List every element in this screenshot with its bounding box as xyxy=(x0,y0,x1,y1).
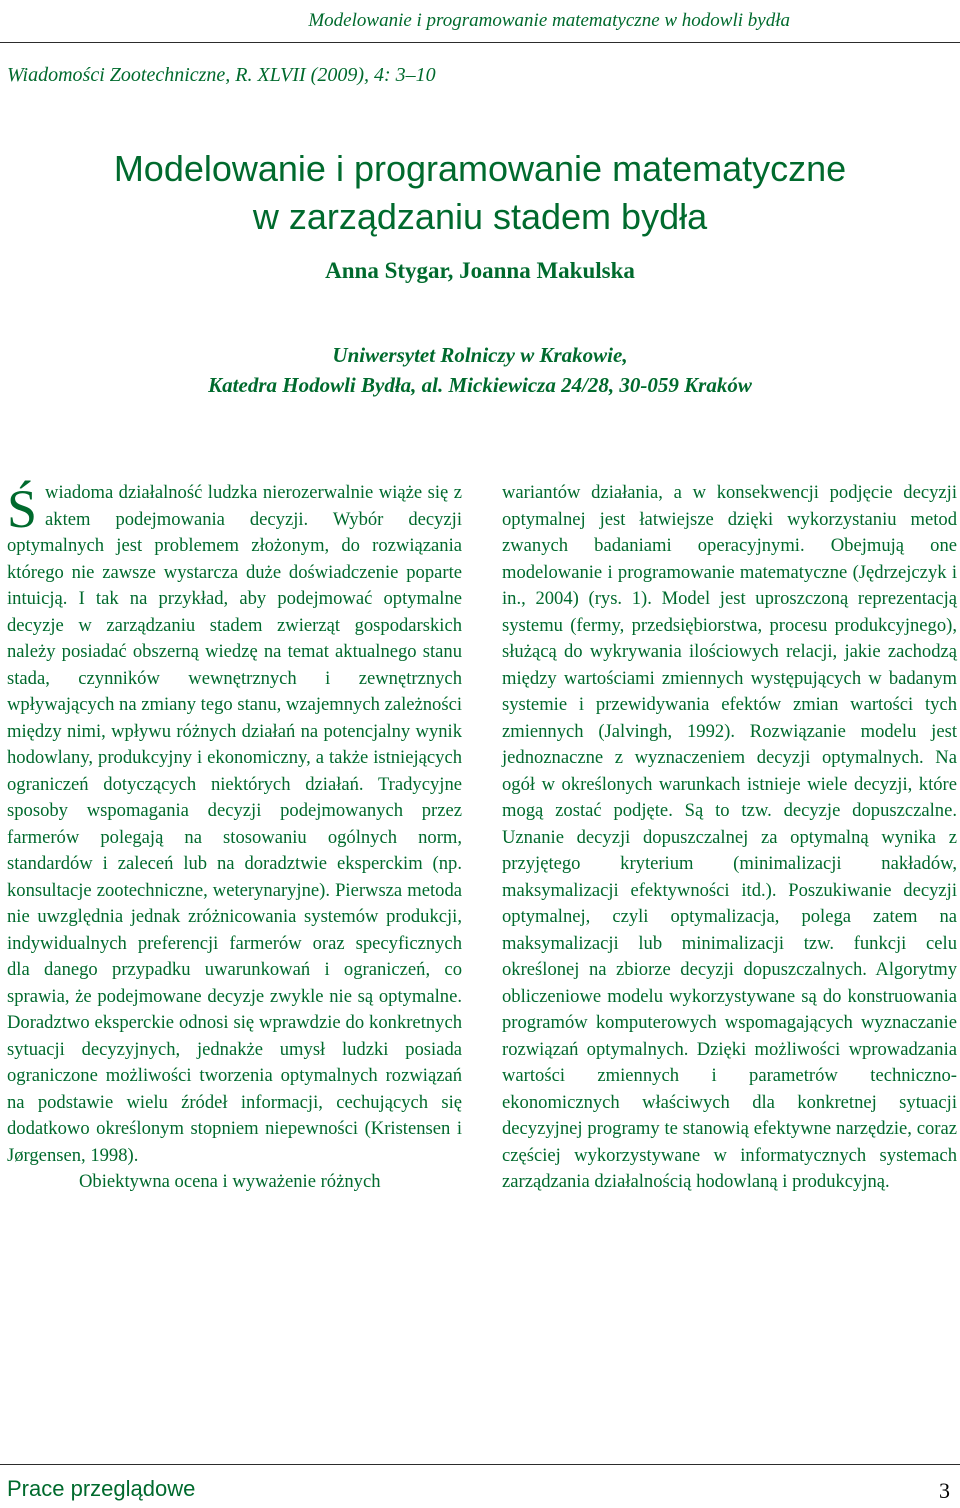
body-column-right xyxy=(502,480,957,1196)
page-number: 3 xyxy=(939,1478,950,1503)
title-line-2: w zarządzaniu stadem bydła xyxy=(252,196,708,237)
running-head-text: Modelowanie i programowanie matematyczne w hodowli bydła xyxy=(308,10,790,31)
article-title xyxy=(0,145,960,241)
running-head xyxy=(0,6,960,43)
body-column-left xyxy=(7,480,462,1196)
authors: Anna Stygar, Joanna Makulska xyxy=(325,258,635,283)
affiliation-line-1: Uniwersytet Rolniczy w Krakowie, xyxy=(332,343,628,367)
title-line-1: Modelowanie i programowanie matematyczne xyxy=(113,148,847,189)
drop-cap: Ś xyxy=(7,479,38,539)
paragraph-intro xyxy=(7,480,462,1169)
journal-citation: Wiadomości Zootechniczne, R. XLVII (2009), 4: 3–10 xyxy=(7,64,436,86)
footer-section-label: Prace przeglądowe xyxy=(7,1476,196,1501)
footer-rule xyxy=(0,1464,960,1465)
paragraph-right: wariantów działania, a w konsekwencji podjęcie decyzji optymalnej jest łatwiejsze dzięki wykorzystaniu metod zwanych badaniami operacyjnymi. Obejmują one modelowanie i programowanie matematyczne (Jędrzejczyk i in., 2004) (rys. 1). Model jest uproszczoną reprezentacją systemu (fermy, przedsiębiorstwa, procesu produkcyjnego), służącą do wykrywania ilościowych relacji, jakie zachodzą między wartościami zmiennych występujących w badanym systemie i przewidywania efektów zmian wartości tych zmiennych (Jalvingh, 1992). Rozwiązanie modelu jest jednoznaczne z wyznaczeniem decyzji optymalnych. Na ogół w określonych warunkach istnieje wiele decyzji, które mogą zostać podjęte. Są to tzw. decyzje dopuszczalne. Uznanie decyzji dopuszczalnej za optymalną wynika z przyjętego kryterium (minimalizacji nakładów, maksymalizacji efektywności itd.). Poszukiwanie decyzji optymalnej, czyli optymalizacja, polega zatem na maksymalizacji lub minimalizacji tzw. funkcji celu określonej na zbiorze decyzji dopuszczalnych. Algorytmy obliczeniowe modelu wykorzystywane są do konstruowania programów komputerowych wspomagających wyznaczanie rozwiązań optymalnych. Dzięki możliwości wprowadzania wartości zmiennych i parametrów techniczno-ekonomicznych właściwych dla konkretnej sytuacji decyzyjnej programy te stanowią efektywne narzędzie, coraz częściej wykorzystywane w informatycznych systemach zarządzania działalnością hodowlaną i produkcyjną. xyxy=(502,482,957,1192)
affiliation-line-2: Katedra Hodowli Bydła, al. Mickiewicza 24/28, 30-059 Kraków xyxy=(208,373,752,397)
paragraph-continued: Obiektywna ocena i wyważenie różnych xyxy=(79,1171,381,1192)
affiliation xyxy=(0,340,960,400)
paragraph-intro-text: wiadoma działalność ludzka nierozerwalnie wiąże się z aktem podejmowania decyzji. Wybór decyzji optymalnych jest problemem złożonym, do rozwiązania którego nie zawsze wystarcza duże doświadczenie poparte intuicją. I tak na przykład, aby podejmować optymalne decyzje w zarządzaniu stadem zwierząt gospodarskich należy posiadać obszerną wiedzę na temat aktualnego stanu stada, czynników wewnętrznych i zewnętrznych wpływających na zmiany tego stanu, wzajemnych zależności między nimi, wpływu różnych działań na potencjalny wynik hodowlany, produkcyjny i ekonomiczny, a także istniejących ograniczeń dotyczących niektórych działań. Tradycyjne sposoby wspomagania decyzji podejmowanych przez farmerów polegają na stosowaniu ogólnych norm, standardów i zaleceń lub na doradztwie eksperckim (np. konsultacje zootechniczne, weterynaryjne). Pierwsza metoda nie uwzględnia jednak zróżnicowania systemów produkcji, indywidualnych preferencji farmerów oraz specyficznych dla danego przypadku uwarunkowań i ograniczeń, co sprawia, że podejmowane decyzje zwykle nie są optymalne. Doradztwo eksperckie odnosi się wprawdzie do konkretnych sytuacji decyzyjnych, jednakże umysł ludzki posiada ograniczone możliwości tworzenia optymalnych rozwiązań na podstawie wielu źródeł informacji, cechujących się dodatkowo określonym stopniem niepewności (Kristensen i Jørgensen, 1998). xyxy=(7,482,462,1166)
